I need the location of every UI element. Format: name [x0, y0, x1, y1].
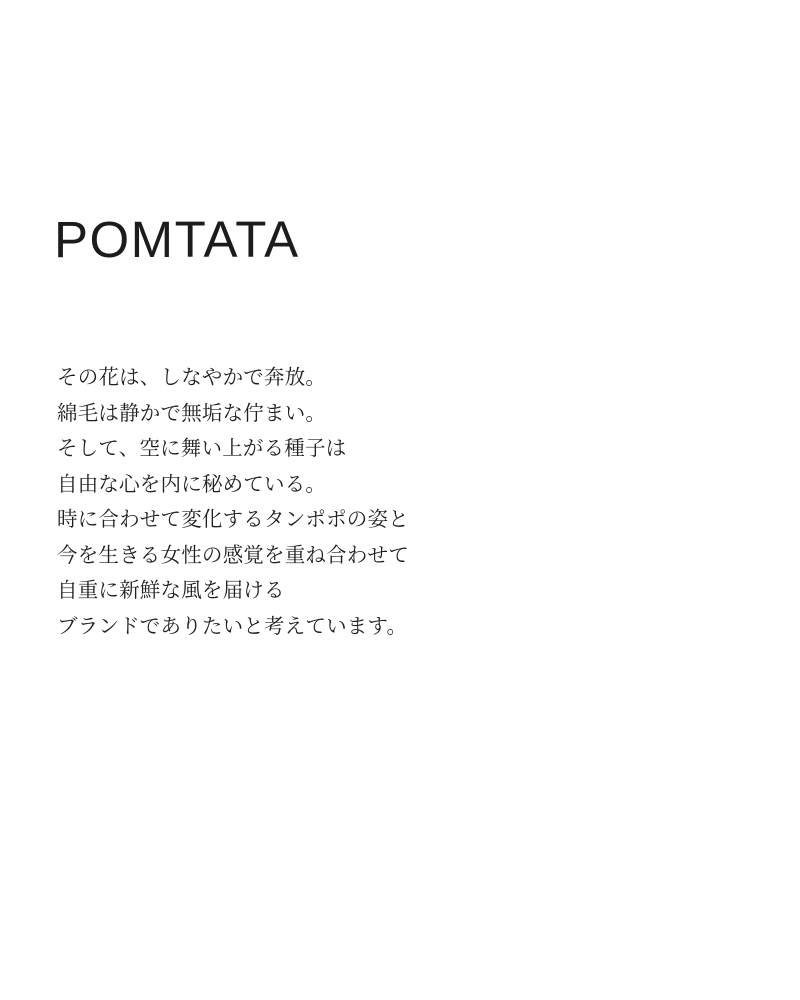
statement-line: そして、空に舞い上がる種子は: [57, 436, 347, 460]
brand-logo-title: POMTATA: [54, 211, 300, 269]
statement-line: 綿毛は静かで無垢な佇まい。: [57, 400, 327, 425]
statement-line: 今を生きる女性の感覚を重ね合わせて: [57, 542, 409, 567]
statement-line: 自重に新鮮な風を届ける: [57, 578, 285, 602]
statement-line: その花は、しなやかで奔放。: [57, 365, 327, 389]
statement-line: 自由な心を内に秘めている。: [57, 471, 327, 496]
statement-line: ブランドでありたいと考えています。: [57, 613, 408, 638]
brand-statement-block: [57, 360, 717, 644]
statement-line: 時に合わせて変化するタンポポの姿と: [57, 507, 409, 531]
